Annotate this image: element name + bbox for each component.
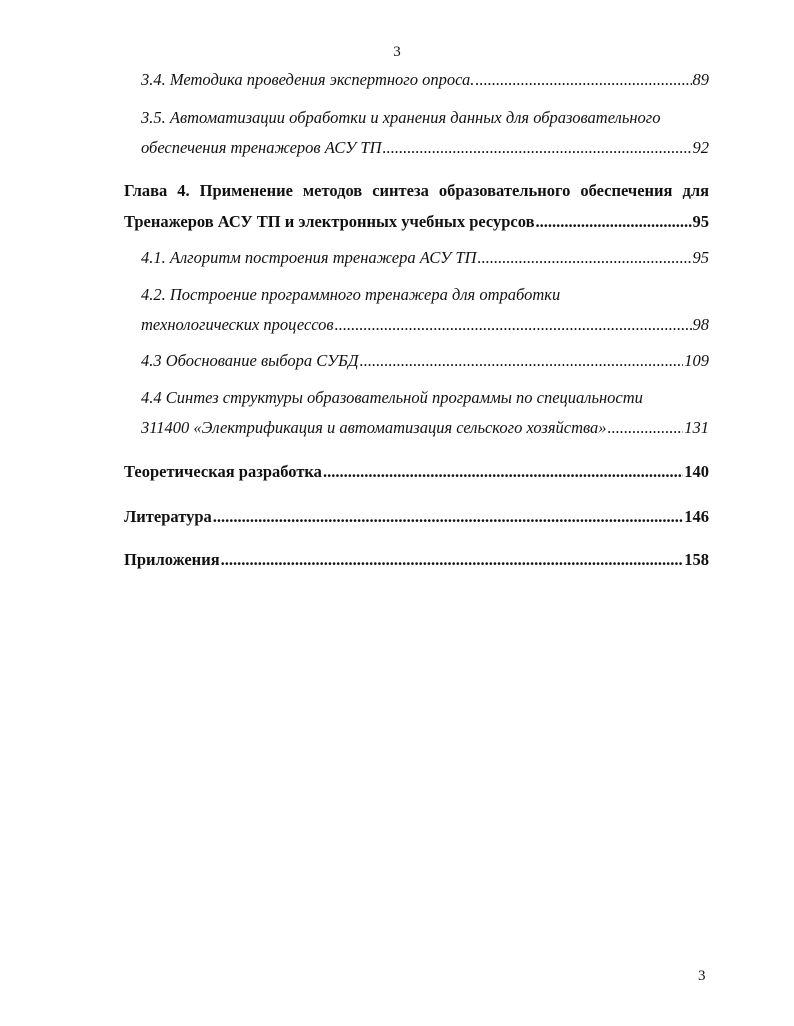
toc-dot-leader [536, 212, 692, 232]
toc-chapter-4-title[interactable]: Глава 4. Применение методов синтеза образовательного обеспечения для [124, 181, 709, 200]
toc-entry-title: технологических процессов [141, 315, 334, 334]
toc-entry-page: 95 [692, 248, 709, 267]
toc-entry-page: 92 [692, 138, 709, 157]
toc-entry-4-1[interactable] [141, 248, 709, 268]
toc-dot-leader [475, 70, 691, 90]
toc-dot-leader [323, 462, 683, 482]
toc-entry-title: 4.3 Обоснование выбора СУБД [141, 351, 359, 370]
toc-entry-3-5[interactable] [141, 138, 709, 158]
toc-dot-leader [213, 507, 683, 527]
toc-entry-4-2[interactable] [141, 315, 709, 335]
toc-chapter-4[interactable] [124, 212, 709, 232]
toc-entry-page: 140 [684, 462, 709, 481]
page-number-top: 3 [393, 44, 401, 60]
toc-dot-leader [477, 248, 691, 268]
toc-dot-leader [360, 351, 684, 371]
toc-theory[interactable] [124, 462, 709, 482]
toc-entry-title: Литература [124, 507, 212, 526]
toc-entry-title: 311400 «Электрификация и автоматизация сельского хозяйства» [141, 418, 607, 437]
toc-entry-page: 131 [684, 418, 709, 437]
toc-dot-leader [608, 418, 684, 438]
toc-entry-4-3[interactable] [141, 351, 709, 371]
toc-appendix[interactable] [124, 550, 709, 570]
toc-entry-3-5-title[interactable]: 3.5. Автоматизации обработки и хранения данных для образовательного [141, 108, 661, 127]
toc-entry-page: 109 [684, 351, 709, 370]
toc-dot-leader [382, 138, 691, 158]
toc-entry-page: 158 [684, 550, 709, 569]
toc-entry-4-4[interactable] [141, 418, 709, 438]
toc-entry-title: Теоретическая разработка [124, 462, 322, 481]
toc-dot-leader [335, 315, 692, 335]
toc-entry-4-2-title[interactable]: 4.2. Построение программного тренажера для отработки [141, 285, 561, 304]
toc-entry-page: 146 [684, 507, 709, 526]
toc-entry-title: обеспечения тренажеров АСУ ТП [141, 138, 382, 157]
toc-entry-title: 3.4. Методика проведения экспертного опроса. [141, 70, 475, 89]
toc-entry-page: 95 [692, 212, 709, 231]
toc-entry-3-4[interactable] [141, 70, 709, 90]
page-number-bottom: 3 [698, 968, 706, 984]
toc-entry-4-4-title[interactable]: 4.4 Синтез структуры образовательной программы по специальности [141, 388, 643, 407]
toc-entry-title: Приложения [124, 550, 220, 569]
toc-literature[interactable] [124, 507, 709, 527]
toc-entry-title: 4.1. Алгоритм построения тренажера АСУ ТП [141, 248, 477, 267]
toc-dot-leader [221, 550, 684, 570]
toc-entry-page: 89 [692, 70, 709, 89]
toc-entry-title: Тренажеров АСУ ТП и электронных учебных ресурсов [124, 212, 535, 231]
toc-entry-page: 98 [692, 315, 709, 334]
